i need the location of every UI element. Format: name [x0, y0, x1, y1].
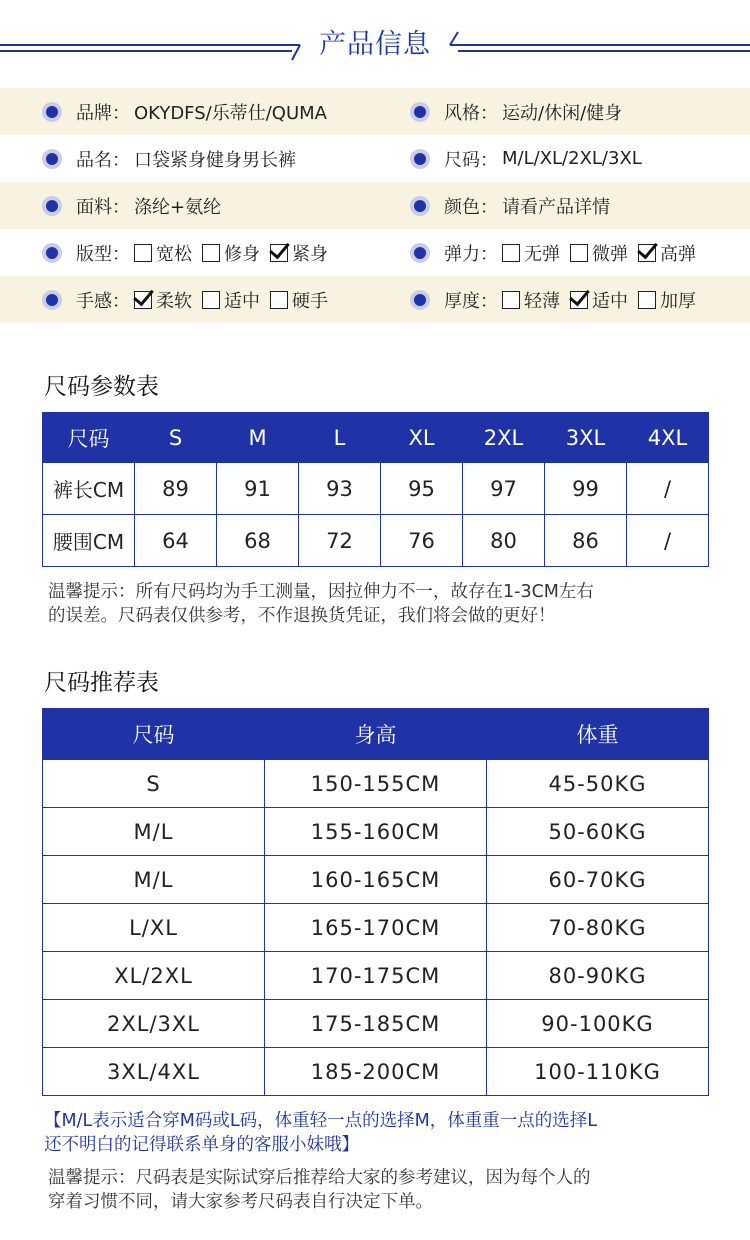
info-sizes	[410, 135, 750, 182]
table-cell: 97	[463, 463, 545, 515]
checkbox-icon	[502, 291, 520, 309]
tip-line: 温馨提示：尺码表是实际试穿后推荐给大家的参考建议，因为每个人的	[48, 1168, 591, 1188]
size-recommend-tip	[48, 1166, 728, 1214]
size-recommend-note	[44, 1109, 734, 1157]
table-header-row	[43, 709, 709, 760]
table-header-row	[43, 413, 709, 463]
table-cell: 60-70KG	[487, 856, 709, 904]
table-header-cell: 4XL	[627, 413, 709, 463]
table-cell: 170-175CM	[265, 952, 487, 1000]
table-cell: 95	[381, 463, 463, 515]
table-cell: 裤长CM	[43, 463, 135, 515]
table-cell: 70-80KG	[487, 904, 709, 952]
info-value: 涤纶+氨纶	[134, 196, 222, 218]
checkbox-icon	[134, 244, 152, 262]
table-cell: 160-165CM	[265, 856, 487, 904]
info-row	[0, 182, 750, 229]
table-cell: 91	[217, 463, 299, 515]
option-thick: 加厚	[638, 287, 696, 313]
table-header-cell: XL	[381, 413, 463, 463]
table-cell: 165-170CM	[265, 904, 487, 952]
table-cell: 腰围CM	[43, 515, 135, 567]
info-value: 请看产品详情	[502, 196, 610, 218]
checkbox-icon	[202, 244, 220, 262]
size-recommend-title: 尺码推荐表	[44, 670, 159, 696]
table-cell: 80-90KG	[487, 952, 709, 1000]
table-row	[43, 808, 709, 856]
bullet-icon	[42, 290, 62, 310]
info-thickness	[410, 276, 750, 323]
table-row	[43, 952, 709, 1000]
info-label: 风格：	[444, 102, 498, 124]
info-style	[410, 88, 750, 135]
info-label: 手感：	[76, 290, 130, 312]
table-header-cell: 3XL	[545, 413, 627, 463]
size-param-table	[42, 412, 709, 567]
table-row	[43, 760, 709, 808]
info-value: OKYDFS/乐蒂仕/QUMA	[134, 102, 327, 124]
page-title: 产品信息	[319, 29, 431, 60]
info-fit	[42, 229, 392, 276]
table-header-cell: 尺码	[43, 709, 265, 760]
table-cell: 68	[217, 515, 299, 567]
table-cell: 100-110KG	[487, 1048, 709, 1096]
table-header-cell: L	[299, 413, 381, 463]
info-value: M/L/XL/2XL/3XL	[502, 148, 642, 169]
info-label: 尺码：	[444, 149, 498, 171]
table-header-cell: 尺码	[43, 413, 135, 463]
info-row	[0, 135, 750, 182]
option-high-stretch: 高弹	[638, 240, 696, 266]
info-row	[0, 88, 750, 135]
table-cell: 76	[381, 515, 463, 567]
bullet-icon	[42, 149, 62, 169]
checkbox-icon	[638, 291, 656, 309]
checkbox-icon	[134, 291, 152, 309]
note-line: 还不明白的记得联系单身的客服小妹哦】	[44, 1135, 359, 1155]
info-label: 品牌：	[76, 102, 130, 124]
header-banner	[0, 0, 750, 86]
info-row	[0, 276, 750, 323]
table-cell: L/XL	[43, 904, 265, 952]
tip-line: 穿着习惯不同，请大家参考尺码表自行决定下单。	[48, 1192, 433, 1212]
table-cell: 175-185CM	[265, 1000, 487, 1048]
info-product-name	[42, 135, 392, 182]
option-medium-thickness: 适中	[570, 287, 628, 313]
info-label: 品名：	[76, 149, 130, 171]
info-label: 面料：	[76, 196, 130, 218]
table-cell: M/L	[43, 856, 265, 904]
size-recommend-table	[42, 708, 709, 1096]
info-elastic	[410, 229, 750, 276]
option-loose: 宽松	[134, 240, 192, 266]
table-header-cell: 体重	[487, 709, 709, 760]
tip-line: 的误差。尺码表仅供参考，不作退换货凭证，我们将会做的更好！	[48, 606, 556, 626]
info-fabric	[42, 182, 392, 229]
bullet-icon	[410, 290, 430, 310]
bullet-icon	[42, 196, 62, 216]
info-label: 版型：	[76, 243, 130, 265]
option-tight: 紧身	[270, 240, 328, 266]
bullet-icon	[410, 243, 430, 263]
checkbox-icon	[502, 244, 520, 262]
info-value: 口袋紧身健身男长裤	[134, 149, 296, 171]
size-param-title: 尺码参数表	[44, 374, 159, 400]
info-value: 运动/休闲/健身	[502, 102, 623, 124]
table-header-cell: 身高	[265, 709, 487, 760]
note-line: 【M/L表示适合穿M码或L码，体重轻一点的选择M，体重重一点的选择L	[44, 1111, 597, 1131]
tip-line: 温馨提示：所有尺码均为手工测量，因拉伸力不一，故存在1-3CM左右	[48, 582, 594, 602]
table-cell: 2XL/3XL	[43, 1000, 265, 1048]
table-row	[43, 463, 709, 515]
table-cell: 89	[135, 463, 217, 515]
option-hard: 硬手	[270, 287, 328, 313]
table-row	[43, 904, 709, 952]
option-no-stretch: 无弹	[502, 240, 560, 266]
table-cell: XL/2XL	[43, 952, 265, 1000]
info-brand	[42, 88, 392, 135]
table-cell: 45-50KG	[487, 760, 709, 808]
info-feel	[42, 276, 392, 323]
table-cell: 93	[299, 463, 381, 515]
table-cell: 50-60KG	[487, 808, 709, 856]
size-param-tip	[48, 580, 728, 628]
table-cell: /	[627, 515, 709, 567]
bullet-icon	[410, 102, 430, 122]
table-cell: M/L	[43, 808, 265, 856]
checkbox-icon	[270, 244, 288, 262]
table-header-cell: M	[217, 413, 299, 463]
info-color	[410, 182, 750, 229]
table-cell: 86	[545, 515, 627, 567]
table-cell: 64	[135, 515, 217, 567]
table-cell: 99	[545, 463, 627, 515]
option-soft: 柔软	[134, 287, 192, 313]
table-cell: 155-160CM	[265, 808, 487, 856]
table-cell: 90-100KG	[487, 1000, 709, 1048]
checkbox-icon	[638, 244, 656, 262]
table-cell: 80	[463, 515, 545, 567]
option-slight-stretch: 微弹	[570, 240, 628, 266]
bullet-icon	[410, 149, 430, 169]
bullet-icon	[410, 196, 430, 216]
table-row	[43, 1048, 709, 1096]
bullet-icon	[42, 243, 62, 263]
info-label: 厚度：	[444, 290, 498, 312]
table-cell: /	[627, 463, 709, 515]
table-row	[43, 1000, 709, 1048]
checkbox-icon	[570, 291, 588, 309]
table-cell: S	[43, 760, 265, 808]
table-header-cell: S	[135, 413, 217, 463]
table-cell: 72	[299, 515, 381, 567]
bullet-icon	[42, 102, 62, 122]
table-cell: 185-200CM	[265, 1048, 487, 1096]
checkbox-icon	[202, 291, 220, 309]
product-info	[0, 88, 750, 323]
info-label: 弹力：	[444, 243, 498, 265]
info-row	[0, 229, 750, 276]
info-label: 颜色：	[444, 196, 498, 218]
table-row	[43, 515, 709, 567]
checkbox-icon	[570, 244, 588, 262]
table-header-cell: 2XL	[463, 413, 545, 463]
option-slim: 修身	[202, 240, 260, 266]
table-cell: 150-155CM	[265, 760, 487, 808]
checkbox-icon	[270, 291, 288, 309]
table-row	[43, 856, 709, 904]
option-medium: 适中	[202, 287, 260, 313]
option-thin: 轻薄	[502, 287, 560, 313]
table-cell: 3XL/4XL	[43, 1048, 265, 1096]
